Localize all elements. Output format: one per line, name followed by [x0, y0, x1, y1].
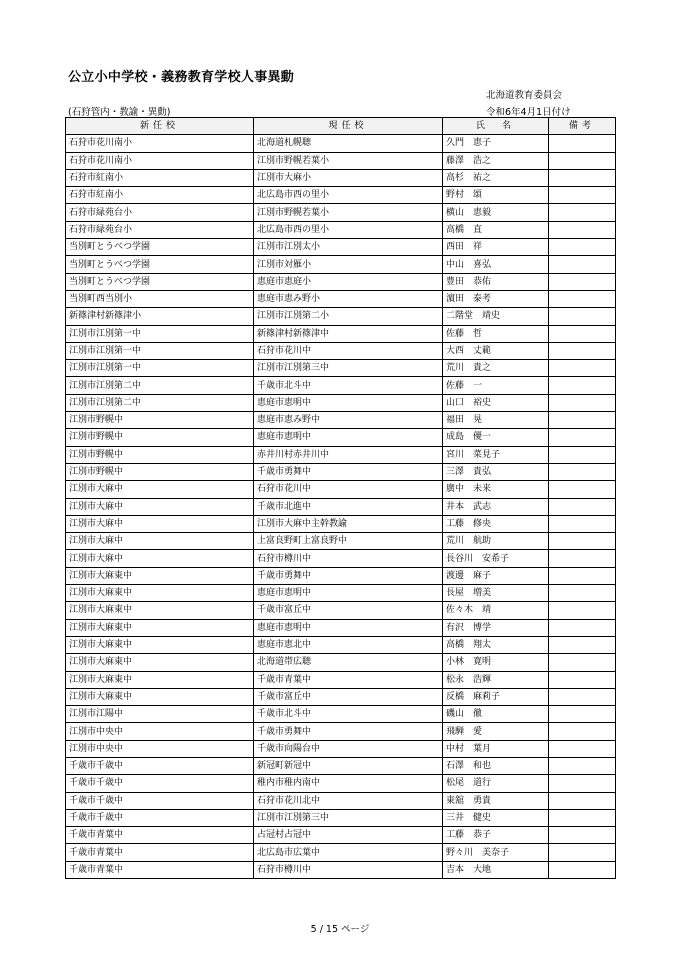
table-row: [66, 654, 616, 671]
name-cell: 松永 浩輝: [443, 671, 549, 688]
name-cell: 磯山 徹: [443, 706, 549, 723]
new-school-cell: 江別市大麻中: [66, 498, 254, 515]
current-school-cell: 北広島市西の里小: [254, 187, 443, 204]
remarks-cell: [549, 169, 616, 186]
table-row: [66, 429, 616, 446]
table-row: [66, 671, 616, 688]
table-row: [66, 256, 616, 273]
new-school-cell: 江別市大麻東中: [66, 619, 254, 636]
name-cell: 二階堂 靖史: [443, 308, 549, 325]
column-header-remarks: 備考: [549, 118, 616, 135]
name-cell: 松尾 道行: [443, 775, 549, 792]
issuer-label: 北海道教育委員会: [486, 90, 563, 101]
remarks-cell: [549, 688, 616, 705]
name-cell: 中村 葉月: [443, 740, 549, 757]
current-school-cell: 北海道札幌聴: [254, 135, 443, 152]
remarks-cell: [549, 654, 616, 671]
current-school-cell: 千歳市勇舞中: [254, 567, 443, 584]
name-cell: 工藤 恭子: [443, 827, 549, 844]
remarks-cell: [549, 498, 616, 515]
remarks-cell: [549, 360, 616, 377]
new-school-cell: 江別市野幌中: [66, 463, 254, 480]
name-cell: 久門 恵子: [443, 135, 549, 152]
remarks-cell: [549, 187, 616, 204]
current-school-cell: 千歳市勇舞中: [254, 463, 443, 480]
new-school-cell: 江別市野幌中: [66, 429, 254, 446]
current-school-cell: 恵庭市恵庭小: [254, 273, 443, 290]
name-cell: 高橋 直: [443, 221, 549, 238]
current-school-cell: 千歳市北斗中: [254, 706, 443, 723]
table-row: [66, 290, 616, 307]
remarks-cell: [549, 567, 616, 584]
name-cell: 三井 健史: [443, 809, 549, 826]
remarks-cell: [549, 429, 616, 446]
current-school-cell: 千歳市勇舞中: [254, 723, 443, 740]
effective-date: 令和6年4月1日付け: [486, 107, 571, 118]
table-row: [66, 515, 616, 532]
new-school-cell: 江別市江別第一中: [66, 342, 254, 359]
current-school-cell: 千歳市北斗中: [254, 377, 443, 394]
table-row: [66, 463, 616, 480]
current-school-cell: 恵庭市恵明中: [254, 429, 443, 446]
column-header-current-school: 現任校: [254, 118, 443, 135]
table-row: [66, 723, 616, 740]
new-school-cell: 石狩市花川南小: [66, 135, 254, 152]
remarks-cell: [549, 844, 616, 861]
current-school-cell: 北広島市広葉中: [254, 844, 443, 861]
remarks-cell: [549, 204, 616, 221]
remarks-cell: [549, 775, 616, 792]
current-school-cell: 江別市野幌若葉小: [254, 152, 443, 169]
table-row: [66, 273, 616, 290]
scope-label: (石狩管内・教諭・異動): [68, 107, 171, 118]
current-school-cell: 北広島市西の里小: [254, 221, 443, 238]
table-body: [66, 135, 616, 879]
table-row: [66, 827, 616, 844]
new-school-cell: 江別市中央中: [66, 723, 254, 740]
remarks-cell: [549, 602, 616, 619]
current-school-cell: 石狩市樽川中: [254, 550, 443, 567]
remarks-cell: [549, 463, 616, 480]
current-school-cell: 江別市大麻中主幹教諭: [254, 515, 443, 532]
new-school-cell: 石狩市緑苑台小: [66, 204, 254, 221]
name-cell: 荒川 航助: [443, 533, 549, 550]
table-row: [66, 169, 616, 186]
new-school-cell: 江別市江別第一中: [66, 325, 254, 342]
new-school-cell: 千歳市青葉中: [66, 827, 254, 844]
remarks-cell: [549, 135, 616, 152]
name-cell: 中山 喜弘: [443, 256, 549, 273]
current-school-cell: 江別市江別第二小: [254, 308, 443, 325]
name-cell: 野々川 美奈子: [443, 844, 549, 861]
new-school-cell: 江別市江別第二中: [66, 394, 254, 411]
remarks-cell: [549, 757, 616, 774]
remarks-cell: [549, 809, 616, 826]
table-row: [66, 498, 616, 515]
remarks-cell: [549, 221, 616, 238]
table-row: [66, 394, 616, 411]
table-row: [66, 342, 616, 359]
table-row: [66, 550, 616, 567]
document-title: 公立小中学校・義務教育学校人事異動: [68, 70, 295, 85]
remarks-cell: [549, 342, 616, 359]
remarks-cell: [549, 861, 616, 878]
table-row: [66, 861, 616, 878]
current-school-cell: 恵庭市恵明中: [254, 394, 443, 411]
current-school-cell: 江別市大麻小: [254, 169, 443, 186]
new-school-cell: 江別市江陽中: [66, 706, 254, 723]
name-cell: 廣中 未来: [443, 481, 549, 498]
current-school-cell: 恵庭市恵明中: [254, 619, 443, 636]
column-header-new-school: 新任校: [66, 118, 254, 135]
current-school-cell: 千歳市富丘中: [254, 688, 443, 705]
remarks-cell: [549, 550, 616, 567]
table-row: [66, 636, 616, 653]
table-row: [66, 135, 616, 152]
remarks-cell: [549, 740, 616, 757]
remarks-cell: [549, 394, 616, 411]
new-school-cell: 当別町とうべつ学園: [66, 239, 254, 256]
table-row: [66, 585, 616, 602]
table-row: [66, 809, 616, 826]
new-school-cell: 江別市大麻東中: [66, 688, 254, 705]
name-cell: 大西 丈範: [443, 342, 549, 359]
remarks-cell: [549, 239, 616, 256]
table-row: [66, 377, 616, 394]
current-school-cell: 赤井川村赤井川中: [254, 446, 443, 463]
new-school-cell: 江別市大麻東中: [66, 567, 254, 584]
new-school-cell: 新篠津村新篠津小: [66, 308, 254, 325]
name-cell: 高橋 翔太: [443, 636, 549, 653]
new-school-cell: 当別町とうべつ学園: [66, 273, 254, 290]
remarks-cell: [549, 792, 616, 809]
table-row: [66, 740, 616, 757]
name-cell: 東舘 勇貴: [443, 792, 549, 809]
current-school-cell: 江別市対雁小: [254, 256, 443, 273]
name-cell: 反橋 麻莉子: [443, 688, 549, 705]
new-school-cell: 当別町西当別小: [66, 290, 254, 307]
new-school-cell: 江別市大麻東中: [66, 636, 254, 653]
table-row: [66, 325, 616, 342]
new-school-cell: 当別町とうべつ学園: [66, 256, 254, 273]
table-row: [66, 481, 616, 498]
current-school-cell: 千歳市北進中: [254, 498, 443, 515]
remarks-cell: [549, 290, 616, 307]
new-school-cell: 江別市江別第二中: [66, 377, 254, 394]
table-row: [66, 567, 616, 584]
table-row: [66, 533, 616, 550]
name-cell: 三澤 貴弘: [443, 463, 549, 480]
remarks-cell: [549, 256, 616, 273]
current-school-cell: 恵庭市恵明中: [254, 585, 443, 602]
current-school-cell: 石狩市花川中: [254, 481, 443, 498]
table-row: [66, 412, 616, 429]
table-row: [66, 152, 616, 169]
name-cell: 渡邊 麻子: [443, 567, 549, 584]
current-school-cell: 北海道帯広聴: [254, 654, 443, 671]
current-school-cell: 上富良野町上富良野中: [254, 533, 443, 550]
new-school-cell: 江別市大麻中: [66, 533, 254, 550]
table-header-row: [66, 118, 616, 135]
remarks-cell: [549, 377, 616, 394]
new-school-cell: 江別市大麻東中: [66, 585, 254, 602]
name-cell: 横山 恵毅: [443, 204, 549, 221]
current-school-cell: 稚内市稚内南中: [254, 775, 443, 792]
remarks-cell: [549, 533, 616, 550]
current-school-cell: 恵庭市恵み野小: [254, 290, 443, 307]
table-row: [66, 706, 616, 723]
personnel-table: [65, 117, 616, 879]
table-row: [66, 204, 616, 221]
new-school-cell: 江別市大麻中: [66, 515, 254, 532]
new-school-cell: 江別市中央中: [66, 740, 254, 757]
new-school-cell: 江別市野幌中: [66, 412, 254, 429]
name-cell: 長屋 増美: [443, 585, 549, 602]
name-cell: 飛騨 愛: [443, 723, 549, 740]
current-school-cell: 石狩市樽川中: [254, 861, 443, 878]
new-school-cell: 千歳市千歳中: [66, 809, 254, 826]
remarks-cell: [549, 308, 616, 325]
new-school-cell: 千歳市千歳中: [66, 792, 254, 809]
name-cell: 豊田 恭佑: [443, 273, 549, 290]
new-school-cell: 石狩市緑苑台小: [66, 221, 254, 238]
name-cell: 荒川 貴之: [443, 360, 549, 377]
new-school-cell: 千歳市青葉中: [66, 861, 254, 878]
name-cell: 西田 祥: [443, 239, 549, 256]
name-cell: 濵田 泰考: [443, 290, 549, 307]
remarks-cell: [549, 481, 616, 498]
name-cell: 有沢 博学: [443, 619, 549, 636]
table-row: [66, 221, 616, 238]
name-cell: 成島 優一: [443, 429, 549, 446]
name-cell: 野村 頌: [443, 187, 549, 204]
new-school-cell: 千歳市千歳中: [66, 757, 254, 774]
table-row: [66, 187, 616, 204]
remarks-cell: [549, 827, 616, 844]
current-school-cell: 占冠村占冠中: [254, 827, 443, 844]
table-row: [66, 844, 616, 861]
remarks-cell: [549, 273, 616, 290]
new-school-cell: 千歳市千歳中: [66, 775, 254, 792]
table-row: [66, 792, 616, 809]
new-school-cell: 江別市大麻東中: [66, 671, 254, 688]
remarks-cell: [549, 636, 616, 653]
table-row: [66, 239, 616, 256]
table-row: [66, 446, 616, 463]
remarks-cell: [549, 515, 616, 532]
remarks-cell: [549, 723, 616, 740]
page-number: 5 / 15 ページ: [310, 924, 370, 935]
name-cell: 吉本 大地: [443, 861, 549, 878]
current-school-cell: 新篠津村新篠津中: [254, 325, 443, 342]
new-school-cell: 石狩市紅南小: [66, 187, 254, 204]
current-school-cell: 恵庭市恵北中: [254, 636, 443, 653]
new-school-cell: 千歳市青葉中: [66, 844, 254, 861]
column-header-name: 氏 名: [443, 118, 549, 135]
table-row: [66, 757, 616, 774]
new-school-cell: 江別市江別第一中: [66, 360, 254, 377]
new-school-cell: 江別市大麻中: [66, 550, 254, 567]
remarks-cell: [549, 325, 616, 342]
current-school-cell: 千歳市向陽台中: [254, 740, 443, 757]
remarks-cell: [549, 671, 616, 688]
name-cell: 小林 寛明: [443, 654, 549, 671]
remarks-cell: [549, 619, 616, 636]
name-cell: 藤澤 浩之: [443, 152, 549, 169]
new-school-cell: 江別市大麻東中: [66, 602, 254, 619]
name-cell: 佐藤 哲: [443, 325, 549, 342]
current-school-cell: 恵庭市恵み野中: [254, 412, 443, 429]
name-cell: 福田 晃: [443, 412, 549, 429]
name-cell: 高杉 祐之: [443, 169, 549, 186]
remarks-cell: [549, 706, 616, 723]
remarks-cell: [549, 412, 616, 429]
name-cell: 佐藤 一: [443, 377, 549, 394]
new-school-cell: 石狩市紅南小: [66, 169, 254, 186]
remarks-cell: [549, 152, 616, 169]
current-school-cell: 江別市野幌若葉小: [254, 204, 443, 221]
current-school-cell: 新冠町新冠中: [254, 757, 443, 774]
remarks-cell: [549, 446, 616, 463]
table-row: [66, 602, 616, 619]
current-school-cell: 石狩市花川北中: [254, 792, 443, 809]
remarks-cell: [549, 585, 616, 602]
current-school-cell: 江別市江別第三中: [254, 809, 443, 826]
new-school-cell: 江別市野幌中: [66, 446, 254, 463]
name-cell: 石澤 和也: [443, 757, 549, 774]
table-row: [66, 308, 616, 325]
name-cell: 宮川 菜見子: [443, 446, 549, 463]
table-row: [66, 775, 616, 792]
current-school-cell: 江別市江別太小: [254, 239, 443, 256]
name-cell: 佐々木 靖: [443, 602, 549, 619]
new-school-cell: 石狩市花川南小: [66, 152, 254, 169]
new-school-cell: 江別市大麻中: [66, 481, 254, 498]
current-school-cell: 江別市江別第三中: [254, 360, 443, 377]
name-cell: 長谷川 安希子: [443, 550, 549, 567]
current-school-cell: 石狩市花川中: [254, 342, 443, 359]
table-row: [66, 619, 616, 636]
current-school-cell: 千歳市青葉中: [254, 671, 443, 688]
name-cell: 井本 武志: [443, 498, 549, 515]
name-cell: 山口 裕史: [443, 394, 549, 411]
new-school-cell: 江別市大麻東中: [66, 654, 254, 671]
current-school-cell: 千歳市富丘中: [254, 602, 443, 619]
table-row: [66, 688, 616, 705]
name-cell: 工藤 修央: [443, 515, 549, 532]
table-row: [66, 360, 616, 377]
